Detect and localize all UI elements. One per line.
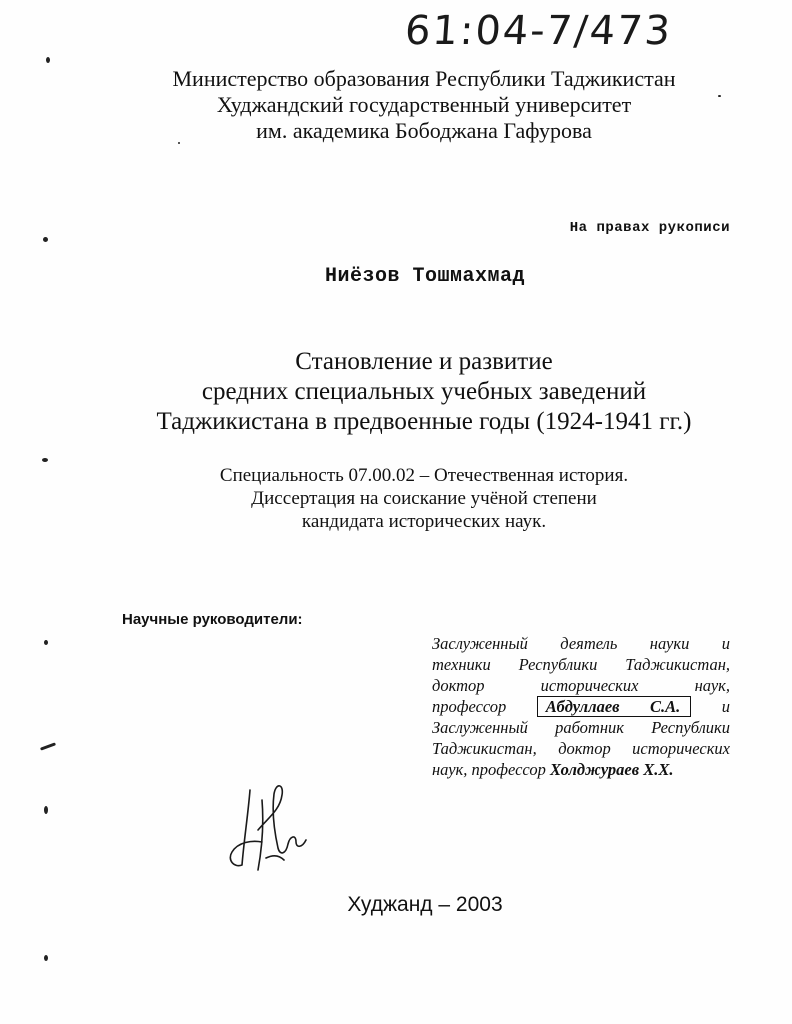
author-name: Ниёзов Тошмахмад — [324, 265, 526, 288]
supervisors-heading: Научные руководители: — [122, 611, 303, 628]
scan-speck — [44, 955, 48, 961]
scan-speck — [178, 142, 180, 144]
specialty-block — [80, 464, 768, 533]
archive-code-handwritten: 61:04-7/473 — [403, 8, 674, 54]
scan-speck — [46, 57, 50, 63]
scan-speck — [718, 95, 721, 97]
dissertation-title — [80, 347, 768, 437]
supervisor-line-1: Заслуженный деятель науки и — [432, 634, 730, 653]
title-line-2: средних специальных учебных заведений — [201, 378, 647, 405]
rights-notice: На правах рукописи — [569, 220, 730, 236]
degree-line: Диссертация на соискание учёной степени — [251, 488, 597, 509]
university-name: Худжандский государственный университет — [216, 92, 632, 117]
supervisor-line-2: техники Республики Таджикистан, — [432, 655, 730, 674]
city-and-year: Худжанд – 2003 — [347, 893, 503, 916]
supervisor-conjunction: и — [721, 697, 730, 716]
supervisor-line-3: доктор исторических наук, — [432, 676, 730, 695]
specialty-line: Специальность 07.00.02 – Отечественная история. — [219, 465, 629, 486]
ministry-name: Министерство образования Республики Таджикистан — [172, 66, 676, 91]
supervisor-line-5: Заслуженный работник Республики — [432, 718, 730, 737]
university-honorific: им. академика Бободжана Гафурова — [256, 118, 592, 143]
supervisor-line-4 — [432, 696, 730, 717]
scan-speck — [40, 742, 56, 750]
institution-header — [80, 66, 768, 144]
scan-speck — [42, 458, 48, 462]
scan-speck — [44, 806, 48, 814]
supervisor-second-name: Холджураев Х.Х. — [549, 760, 674, 779]
title-line-3: Таджикистана в предвоенные годы (1924-1941 гг.) — [156, 408, 692, 435]
handwritten-signature — [222, 770, 322, 880]
supervisors-block — [432, 633, 730, 780]
supervisor-name-boxed: Абдуллаев С.А. — [537, 696, 691, 717]
supervisor-second-prefix: наук, профессор — [432, 760, 546, 779]
supervisor-title-prefix: профессор — [432, 697, 507, 716]
scan-speck — [44, 640, 48, 645]
scan-speck — [43, 237, 48, 242]
supervisor-line-7 — [432, 759, 730, 780]
supervisor-line-6: Таджикистан, доктор исторических — [432, 739, 730, 758]
title-line-1: Становление и развитие — [295, 348, 553, 375]
degree-field-line: кандидата исторических наук. — [301, 511, 547, 532]
